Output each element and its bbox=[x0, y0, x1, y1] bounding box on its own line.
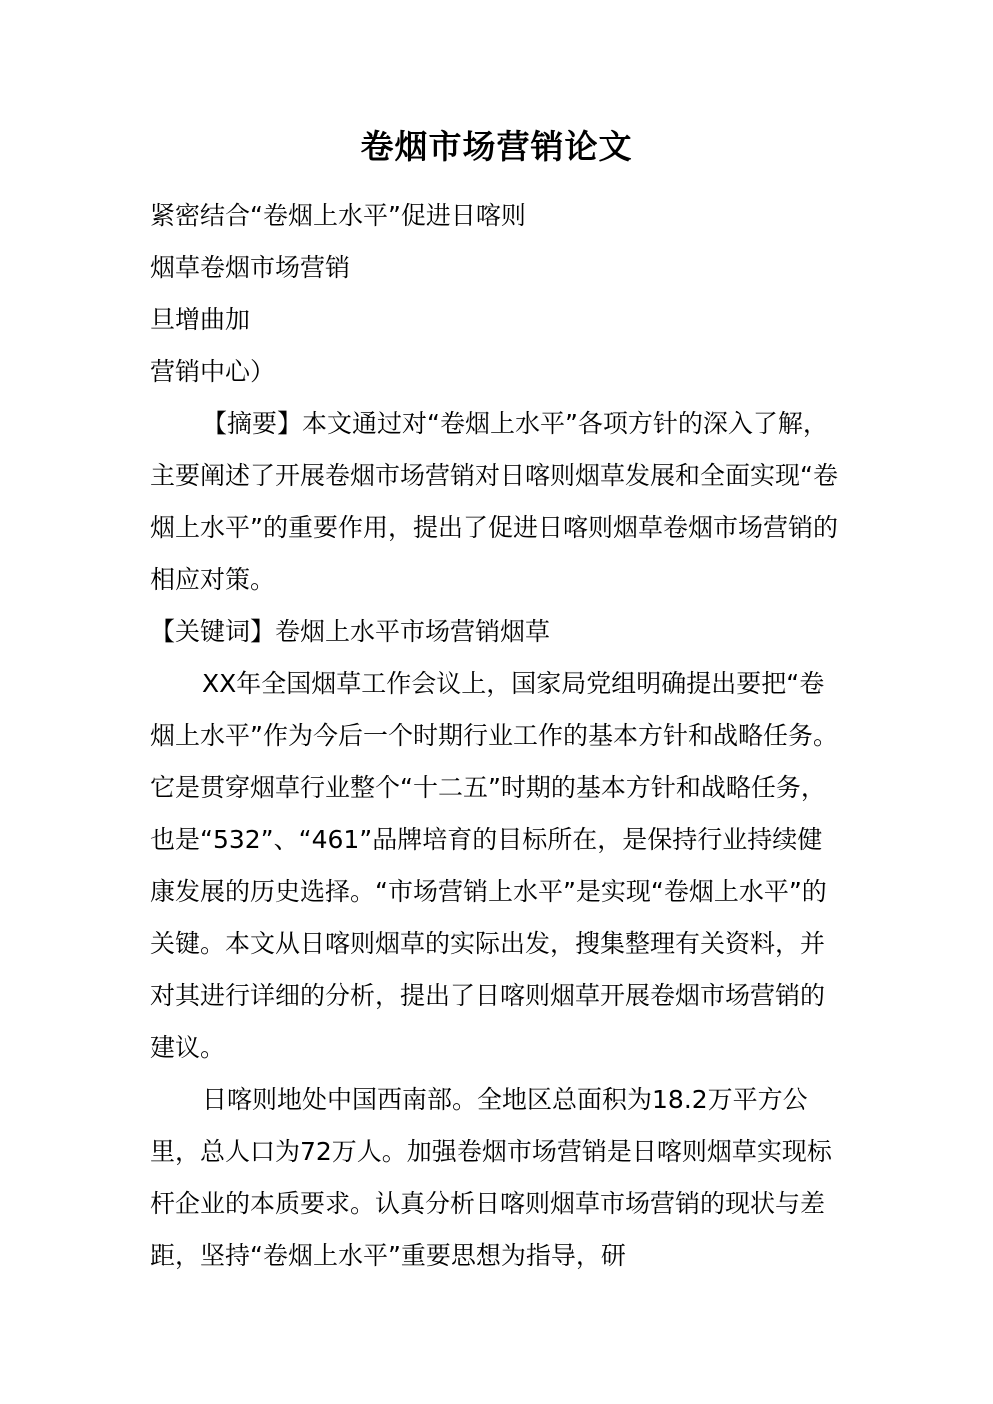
body-paragraph-1: XX年全国烟草工作会议上，国家局党组明确提出要把“卷烟上水平”作为今后一个时期行业工作的基本方针和战略任务。它是贯穿烟草行业整个“十二五”时期的基本方针和战略任务，也是“532”、“461”品牌培育的目标所在，是保持行业持续健康发展的历史选择。“市场营销上水平”是实现“卷烟上水平”的关键。本文从日喀则烟草的实际出发，搜集整理有关资料，并对其进行详细的分析，提出了日喀则烟草开展卷烟市场营销的建议。 bbox=[150, 669, 838, 1062]
body-paragraph-2: 日喀则地处中国西南部。全地区总面积为18.2万平方公里，总人口为72万人。加强卷烟市场营销是日喀则烟草实现标杆企业的本质要求。认真分析日喀则烟草市场营销的现状与差距，坚持“卷烟上水平”重要思想为指导，研 bbox=[150, 1085, 832, 1270]
document-title: 卷烟市场营销论文 bbox=[360, 127, 633, 166]
author-name: 旦增曲加 bbox=[150, 305, 251, 334]
keywords-line: 【关键词】卷烟上水平市场营销烟草 bbox=[150, 617, 551, 646]
document-body bbox=[150, 190, 840, 1282]
abstract-paragraph: 【摘要】本文通过对“卷烟上水平”各项方针的深入了解，主要阐述了开展卷烟市场营销对日喀则烟草发展和全面实现“卷烟上水平”的重要作用，提出了促进日喀则烟草卷烟市场营销的相应对策。 bbox=[150, 409, 838, 594]
subtitle-line-2: 烟草卷烟市场营销 bbox=[150, 253, 351, 282]
author-affiliation: 营销中心） bbox=[150, 357, 276, 386]
subtitle-line-1: 紧密结合“卷烟上水平”促进日喀则 bbox=[150, 201, 526, 230]
